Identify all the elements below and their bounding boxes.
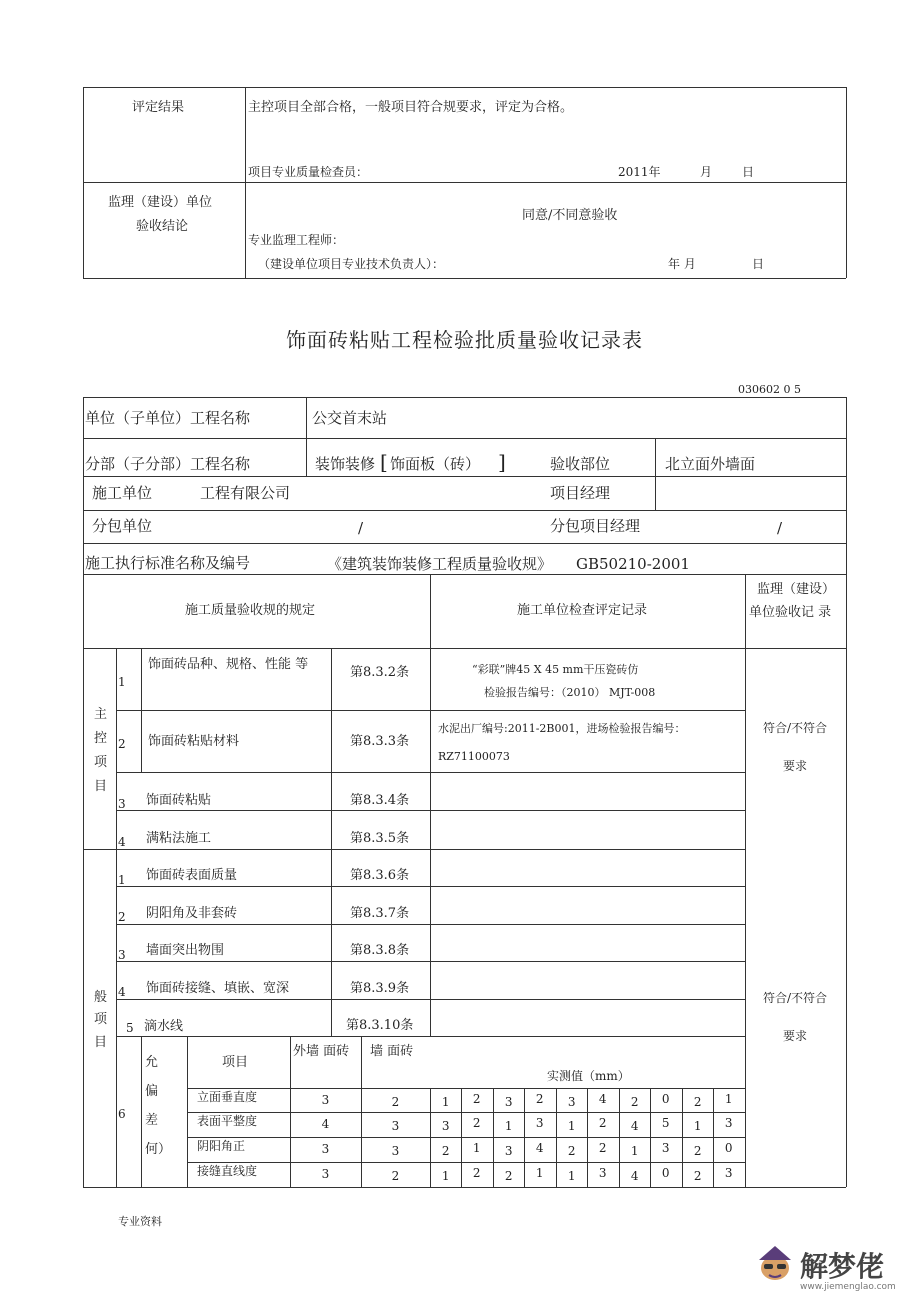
general-item-no: 5	[126, 1021, 134, 1035]
deviation-row-outer: 3	[321, 1093, 330, 1107]
deviation-side-char: 差	[145, 1113, 159, 1128]
unit-name-label: 单位（子单位）工程名称	[85, 409, 251, 427]
main-item-clause: 第8.3.3条	[350, 734, 410, 749]
measured-value: 5	[661, 1116, 670, 1130]
engineer-label: 专业监理工程师：	[248, 233, 345, 247]
measured-value: 4	[535, 1141, 544, 1155]
measured-value: 0	[661, 1166, 670, 1180]
measured-value: 3	[724, 1116, 733, 1130]
measured-value: 2	[598, 1141, 607, 1155]
main-item-no: 1	[118, 675, 126, 689]
project-manager-label: 项目经理	[550, 484, 611, 502]
main-item-name: 饰面砖粘贴	[146, 793, 212, 808]
deviation-row-inner: 3	[391, 1119, 400, 1133]
measured-value: 2	[693, 1169, 702, 1183]
main-item-no: 4	[118, 835, 126, 849]
measured-value: 3	[504, 1095, 513, 1109]
measured-value: 4	[598, 1092, 607, 1106]
measured-value: 1	[724, 1092, 733, 1106]
general-item-clause: 第8.3.7条	[350, 906, 410, 921]
general-item-clause: 第8.3.10条	[346, 1018, 414, 1033]
measured-value: 3	[598, 1166, 607, 1180]
general-item-clause: 第8.3.8条	[350, 943, 410, 958]
general-item-no: 2	[118, 910, 126, 924]
main-item-record-2: 检验报告编号：（2010） MJT-008	[484, 686, 656, 699]
main-item-no: 2	[118, 737, 126, 751]
general-group-char: 项	[94, 1012, 108, 1027]
measured-value: 4	[630, 1169, 639, 1183]
owner-label: （建设单位项目专业技术负责人）：	[258, 257, 445, 271]
general-result-2: 要求	[783, 1029, 808, 1043]
acceptance-part-value: 北立面外墙面	[665, 455, 756, 473]
eval-label: 评定结果	[132, 100, 185, 115]
measured-value: 2	[441, 1144, 450, 1158]
deviation-row-inner: 3	[391, 1144, 400, 1158]
measured-value: 2	[472, 1092, 481, 1106]
measured-value: 2	[598, 1116, 607, 1130]
measured-value: 1	[567, 1119, 576, 1133]
deviation-row-inner: 2	[391, 1169, 400, 1183]
subdivision-value-a: 装饰装修	[315, 455, 376, 473]
measured-value: 2	[535, 1092, 544, 1106]
deviation-row-name: 表面平整度	[197, 1114, 258, 1128]
subcontract-label: 分包单位	[92, 517, 153, 535]
measured-value: 1	[535, 1166, 544, 1180]
main-item-clause: 第8.3.5条	[350, 831, 410, 846]
mascot-logo-icon	[755, 1242, 795, 1282]
acceptance-part-label: 验收部位	[550, 455, 611, 473]
subcontract-value: /	[358, 519, 364, 537]
construction-unit-label: 施工单位	[92, 484, 153, 502]
main-group-char: 控	[94, 731, 108, 746]
main-result-2: 要求	[783, 759, 808, 773]
general-item-no: 3	[118, 948, 126, 962]
page-title: 饰面砖粘贴工程检验批质量验收记录表	[286, 328, 643, 352]
general-item-name: 饰面砖接缝、填嵌、宽深	[146, 981, 290, 996]
measured-value: 3	[504, 1144, 513, 1158]
main-group-char: 项	[94, 755, 108, 770]
month-label: 月	[700, 165, 713, 179]
sub-pm-label: 分包项目经理	[550, 517, 641, 535]
measured-value: 1	[567, 1169, 576, 1183]
bracket-left: [	[380, 450, 388, 474]
measured-value: 3	[567, 1095, 576, 1109]
general-item-clause: 第8.3.6条	[350, 868, 410, 883]
deviation-side-char: 允	[145, 1055, 159, 1070]
measured-value: 2	[472, 1166, 481, 1180]
standard-code: GB50210-2001	[576, 555, 690, 573]
main-item-name: 饰面砖粘贴材料	[148, 734, 240, 749]
measured-value: 1	[441, 1169, 450, 1183]
ymd-label: 年 月	[668, 257, 696, 271]
watermark-url: www.jiemenglao.com	[800, 1282, 896, 1292]
measured-value: 4	[630, 1119, 639, 1133]
general-item-no: 1	[118, 873, 126, 887]
measured-value: 2	[693, 1095, 702, 1109]
deviation-item-header: 项目	[222, 1055, 249, 1070]
deviation-row-name: 阴阳角正	[197, 1139, 246, 1153]
supervision-header-2: 单位验收记 录	[749, 605, 832, 620]
general-result-1: 符合/不符合	[763, 991, 828, 1005]
main-item-record-1: “彩联”牌45 X 45 mm干压瓷砖仿	[472, 663, 639, 676]
watermark-brand: 解梦佬	[800, 1250, 885, 1283]
general-group-char: 目	[94, 1035, 108, 1050]
general-item-no: 4	[118, 985, 126, 999]
supervision-header-1: 监理（建设）	[757, 582, 836, 597]
main-item-record-1: 水泥出厂编号:2011-2B001，进场检验报告编号：	[438, 722, 686, 735]
ymd-day: 日	[752, 257, 765, 271]
measured-value: 1	[441, 1095, 450, 1109]
deviation-side-char: 偏	[145, 1084, 159, 1099]
construction-unit-value: 工程有限公司	[200, 484, 291, 502]
measured-value: 2	[472, 1116, 481, 1130]
bracket-right: ]	[498, 450, 506, 474]
deviation-row-outer: 3	[321, 1167, 330, 1181]
main-item-clause: 第8.3.2条	[350, 665, 410, 680]
measured-value: 0	[661, 1092, 670, 1106]
measured-value: 0	[724, 1141, 733, 1155]
eval-text: 主控项目全部合格，一般项目符合规要求，评定为合格。	[248, 100, 574, 115]
general-item-name: 阴阳角及非套砖	[146, 906, 238, 921]
main-group-char: 目	[94, 779, 108, 794]
day-label: 日	[742, 165, 755, 179]
measured-value: 3	[535, 1116, 544, 1130]
unit-name-value: 公交首末站	[312, 409, 388, 427]
year-label: 2011年	[618, 165, 661, 179]
sub-pm-value: /	[777, 519, 783, 537]
subdivision-value-b: 饰面板（砖）	[390, 455, 481, 473]
general-item-clause: 第8.3.9条	[350, 981, 410, 996]
general-item-name: 饰面砖表面质量	[146, 868, 238, 883]
measured-value: 3	[661, 1141, 670, 1155]
supervision-label: 监理（建设）单位	[108, 195, 213, 210]
deviation-no: 6	[118, 1107, 126, 1121]
measured-header: 实测值（mm）	[547, 1069, 630, 1083]
record-header: 施工单位检查评定记录	[517, 603, 648, 618]
measured-value: 2	[504, 1169, 513, 1183]
measured-value: 1	[472, 1141, 481, 1155]
footer-label: 专业资料	[118, 1215, 162, 1228]
main-item-name: 满粘法施工	[146, 831, 212, 846]
measured-value: 2	[630, 1095, 639, 1109]
measured-value: 2	[567, 1144, 576, 1158]
measured-value: 2	[693, 1144, 702, 1158]
main-item-no: 3	[118, 797, 126, 811]
subdivision-label: 分部（子分部）工程名称	[85, 455, 251, 473]
agree-text: 同意/不同意验收	[522, 208, 618, 223]
deviation-side-char: 何）	[145, 1142, 172, 1157]
measured-value: 1	[504, 1119, 513, 1133]
spec-header: 施工质量验收规的规定	[185, 603, 316, 618]
general-item-name: 墙面突出物围	[146, 943, 225, 958]
standard-value: 《建筑装饰装修工程质量验收规》	[327, 555, 553, 573]
main-item-name: 饰面砖品种、规格、性能 等	[148, 657, 309, 672]
deviation-row-outer: 3	[321, 1142, 330, 1156]
inspector-label: 项目专业质量检查员：	[248, 165, 369, 179]
main-item-clause: 第8.3.4条	[350, 793, 410, 808]
main-group-char: 主	[94, 707, 108, 722]
deviation-inner-header: 墙 面砖	[370, 1044, 414, 1059]
measured-value: 3	[724, 1166, 733, 1180]
main-item-record-2: RZ71100073	[438, 750, 510, 763]
deviation-outer-header: 外墙 面砖	[293, 1044, 350, 1059]
deviation-row-inner: 2	[391, 1095, 400, 1109]
deviation-row-name: 立面垂直度	[197, 1090, 258, 1104]
standard-label: 施工执行标准名称及编号	[85, 554, 251, 572]
doc-code: 030602 0 5	[738, 383, 801, 396]
general-item-name: 滴水线	[144, 1019, 184, 1034]
measured-value: 1	[693, 1119, 702, 1133]
measured-value: 3	[441, 1119, 450, 1133]
deviation-row-name: 接缝直线度	[197, 1164, 258, 1178]
main-result-1: 符合/不符合	[763, 721, 828, 735]
measured-value: 1	[630, 1144, 639, 1158]
general-group-char: 般	[94, 990, 108, 1005]
acceptance-conclusion-label: 验收结论	[136, 219, 189, 234]
deviation-row-outer: 4	[321, 1117, 330, 1131]
